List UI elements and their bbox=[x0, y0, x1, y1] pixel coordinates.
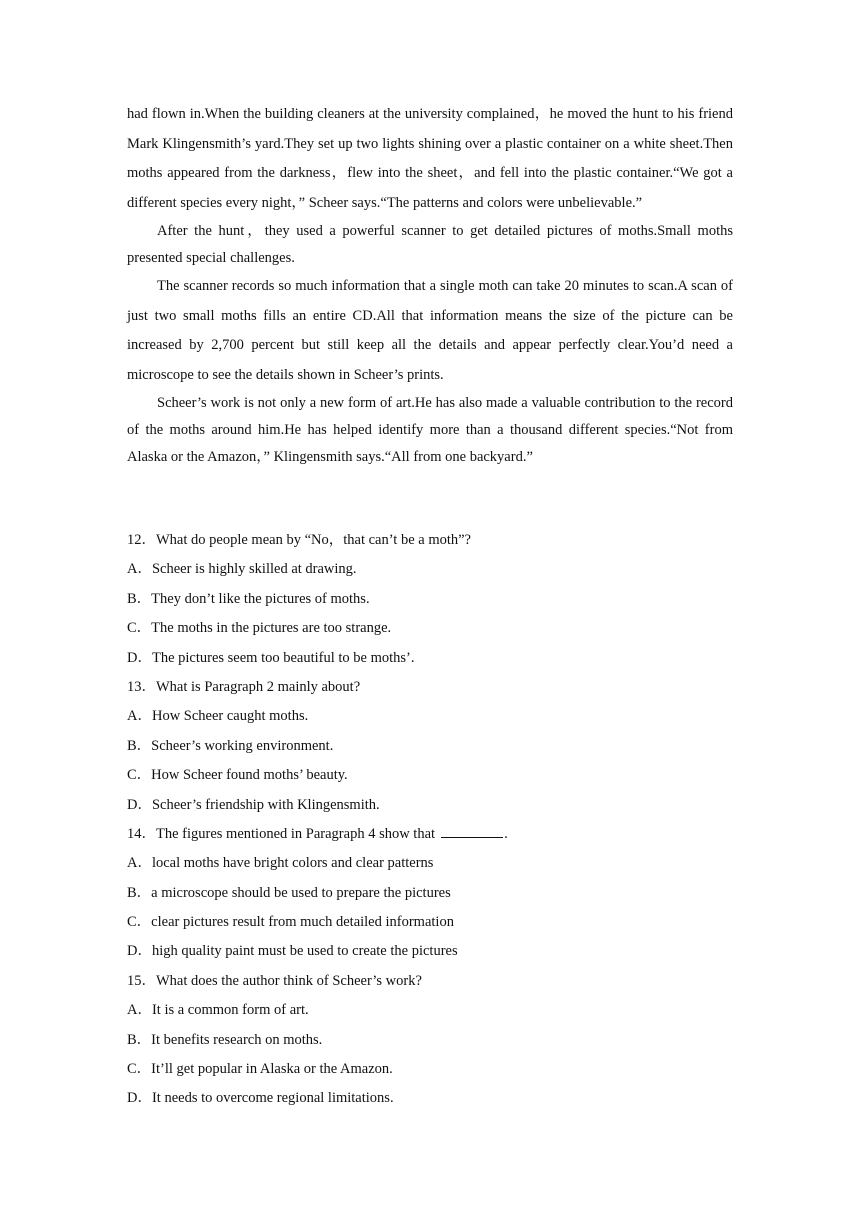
answer-option: C．clear pictures result from much detailed information bbox=[127, 914, 454, 931]
reading-passage bbox=[127, 100, 733, 471]
answer-option: C．How Scheer found moths’ beauty. bbox=[127, 767, 348, 784]
question-list bbox=[127, 526, 733, 1114]
question-stem-end: . bbox=[504, 825, 508, 842]
question-stem: 15．What does the author think of Scheer’s work? bbox=[127, 972, 422, 989]
question-stem: 12．What do people mean by “No，that can’t be a moth”? bbox=[127, 532, 471, 548]
answer-option: D．It needs to overcome regional limitations. bbox=[127, 1090, 394, 1107]
passage-paragraph: Scheer’s work is not only a new form of art.He has also made a valuable contribution to the record of the moths around him.He has helped identify more than a thousand different species.“Not from Alaska or the Amazon，” Klingensmith says.“All from one backyard.” bbox=[127, 395, 733, 465]
question-stem: 14．The figures mentioned in Paragraph 4 show that bbox=[127, 825, 436, 842]
answer-option: D．Scheer’s friendship with Klingensmith. bbox=[127, 796, 380, 813]
question-14 bbox=[127, 820, 733, 967]
passage-paragraph: The scanner records so much information that a single moth can take 20 minutes to scan.A scan of just two small moths fills an entire CD.All that information means the size of the picture can be increased by 2,700 percent but still keep all the details and appear perfectly clear.You’d need a microscope to see the details shown in Scheer’s prints. bbox=[127, 278, 733, 383]
passage-paragraph: had flown in.When the building cleaners at the university complained，he moved the hunt to his friend Mark Klingensmith’s yard.They set up two lights shining over a plastic container on a white sheet.Then moths appeared from the darkness，flew into the sheet，and fell into the plastic container.“We got a different species every night，” Scheer says.“The patterns and colors were unbelievable.” bbox=[127, 106, 733, 211]
question-12 bbox=[127, 526, 733, 673]
answer-option: B．Scheer’s working environment. bbox=[127, 737, 334, 754]
passage-paragraph: After the hunt，they used a powerful scanner to get detailed pictures of moths.Small moths presented special challenges. bbox=[127, 223, 733, 266]
answer-blank bbox=[441, 822, 503, 838]
answer-option: D．high quality paint must be used to create the pictures bbox=[127, 943, 458, 960]
answer-option: C．It’ll get popular in Alaska or the Amazon. bbox=[127, 1061, 393, 1078]
answer-option: A．It is a common form of art. bbox=[127, 1002, 309, 1019]
question-stem: 13．What is Paragraph 2 mainly about? bbox=[127, 678, 361, 695]
question-15 bbox=[127, 967, 733, 1114]
answer-option: B．a microscope should be used to prepare the pictures bbox=[127, 884, 451, 901]
answer-option: C．The moths in the pictures are too strange. bbox=[127, 620, 392, 637]
answer-option: B．They don’t like the pictures of moths. bbox=[127, 590, 370, 607]
answer-option: B．It benefits research on moths. bbox=[127, 1031, 323, 1048]
answer-option: D．The pictures seem too beautiful to be moths’. bbox=[127, 649, 415, 666]
answer-option: A．Scheer is highly skilled at drawing. bbox=[127, 561, 357, 578]
question-13 bbox=[127, 673, 733, 820]
answer-option: A．How Scheer caught moths. bbox=[127, 708, 309, 725]
question-stem-row bbox=[127, 820, 733, 849]
answer-option: A．local moths have bright colors and clear patterns bbox=[127, 855, 434, 872]
